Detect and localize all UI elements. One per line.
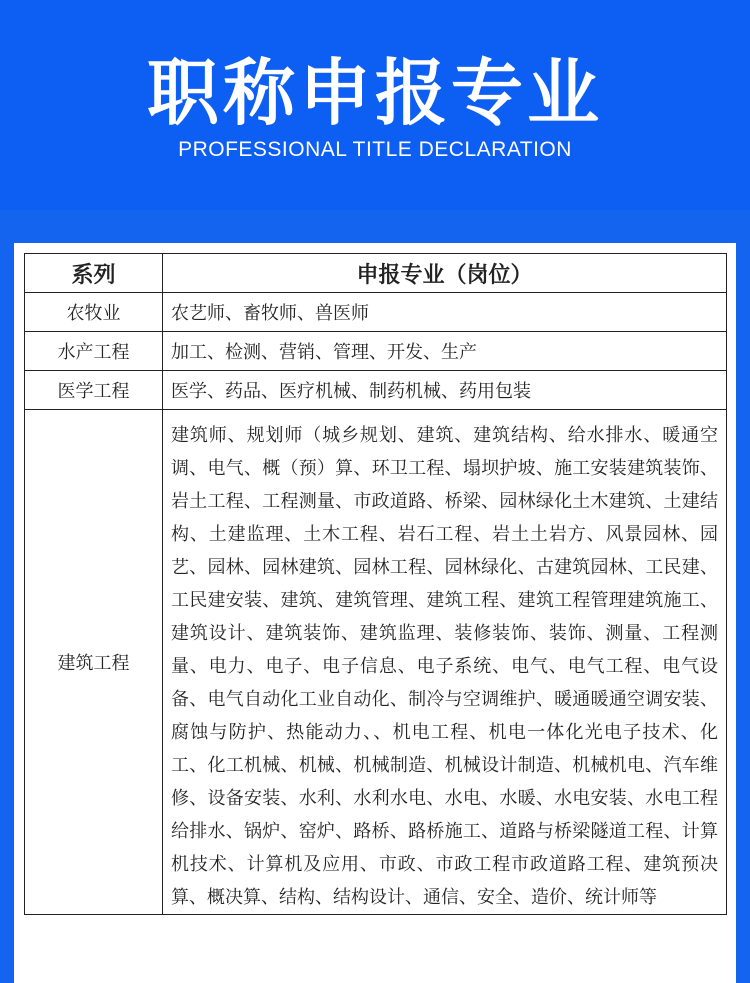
row-category: 医学工程 bbox=[25, 371, 163, 410]
header-banner bbox=[0, 0, 750, 210]
table-row bbox=[25, 410, 727, 915]
row-category: 建筑工程 bbox=[25, 410, 163, 915]
row-majors: 加工、检测、营销、管理、开发、生产 bbox=[163, 332, 727, 371]
row-majors: 医学、药品、医疗机械、制药机械、药用包装 bbox=[163, 371, 727, 410]
page-title: 职称申报专业 bbox=[146, 51, 603, 135]
table-row bbox=[25, 332, 727, 371]
table-row bbox=[25, 293, 727, 332]
table-header-row bbox=[25, 254, 727, 293]
majors-table bbox=[24, 253, 727, 915]
header-majors: 申报专业（岗位） bbox=[163, 254, 727, 293]
row-majors: 农艺师、畜牧师、兽医师 bbox=[163, 293, 727, 332]
row-category: 农牧业 bbox=[25, 293, 163, 332]
table-row bbox=[25, 371, 727, 410]
content-panel bbox=[14, 243, 736, 983]
row-category: 水产工程 bbox=[25, 332, 163, 371]
row-majors: 建筑师、规划师（城乡规划、建筑、建筑结构、给水排水、暖通空调、电气、概（预）算、环卫工程、塌坝护坡、施工安装建筑装饰、岩土工程、工程测量、市政道路、桥梁、园林绿化土木建筑、土建结构、土建监理、土木工程、岩石工程、岩土土岩方、风景园林、园艺、园林、园林建筑、园林工程、园林绿化、古建筑园林、工民建、工民建安装、建筑、建筑管理、建筑工程、建筑工程管理建筑施工、建筑设计、建筑装饰、建筑监理、装修装饰、装饰、测量、工程测量、电力、电子、电子信息、电子系统、电气、电气工程、电气设备、电气自动化工业自动化、制冷与空调维护、暖通暖通空调安装、腐蚀与防护、热能动力、、机电工程、机电一体化光电子技术、化工、化工机械、机械、机械制造、机械设计制造、机械机电、汽车维修、设备安装、水利、水利水电、水电、水暖、水电安装、水电工程给排水、锅炉、窑炉、路桥、路桥施工、道路与桥梁隧道工程、计算机技术、计算机及应用、市政、市政工程市政道路工程、建筑预决算、概决算、结构、结构设计、通信、安全、造价、统计师等 bbox=[163, 410, 727, 915]
page-subtitle: PROFESSIONAL TITLE DECLARATION bbox=[178, 138, 572, 161]
header-category: 系列 bbox=[25, 254, 163, 293]
